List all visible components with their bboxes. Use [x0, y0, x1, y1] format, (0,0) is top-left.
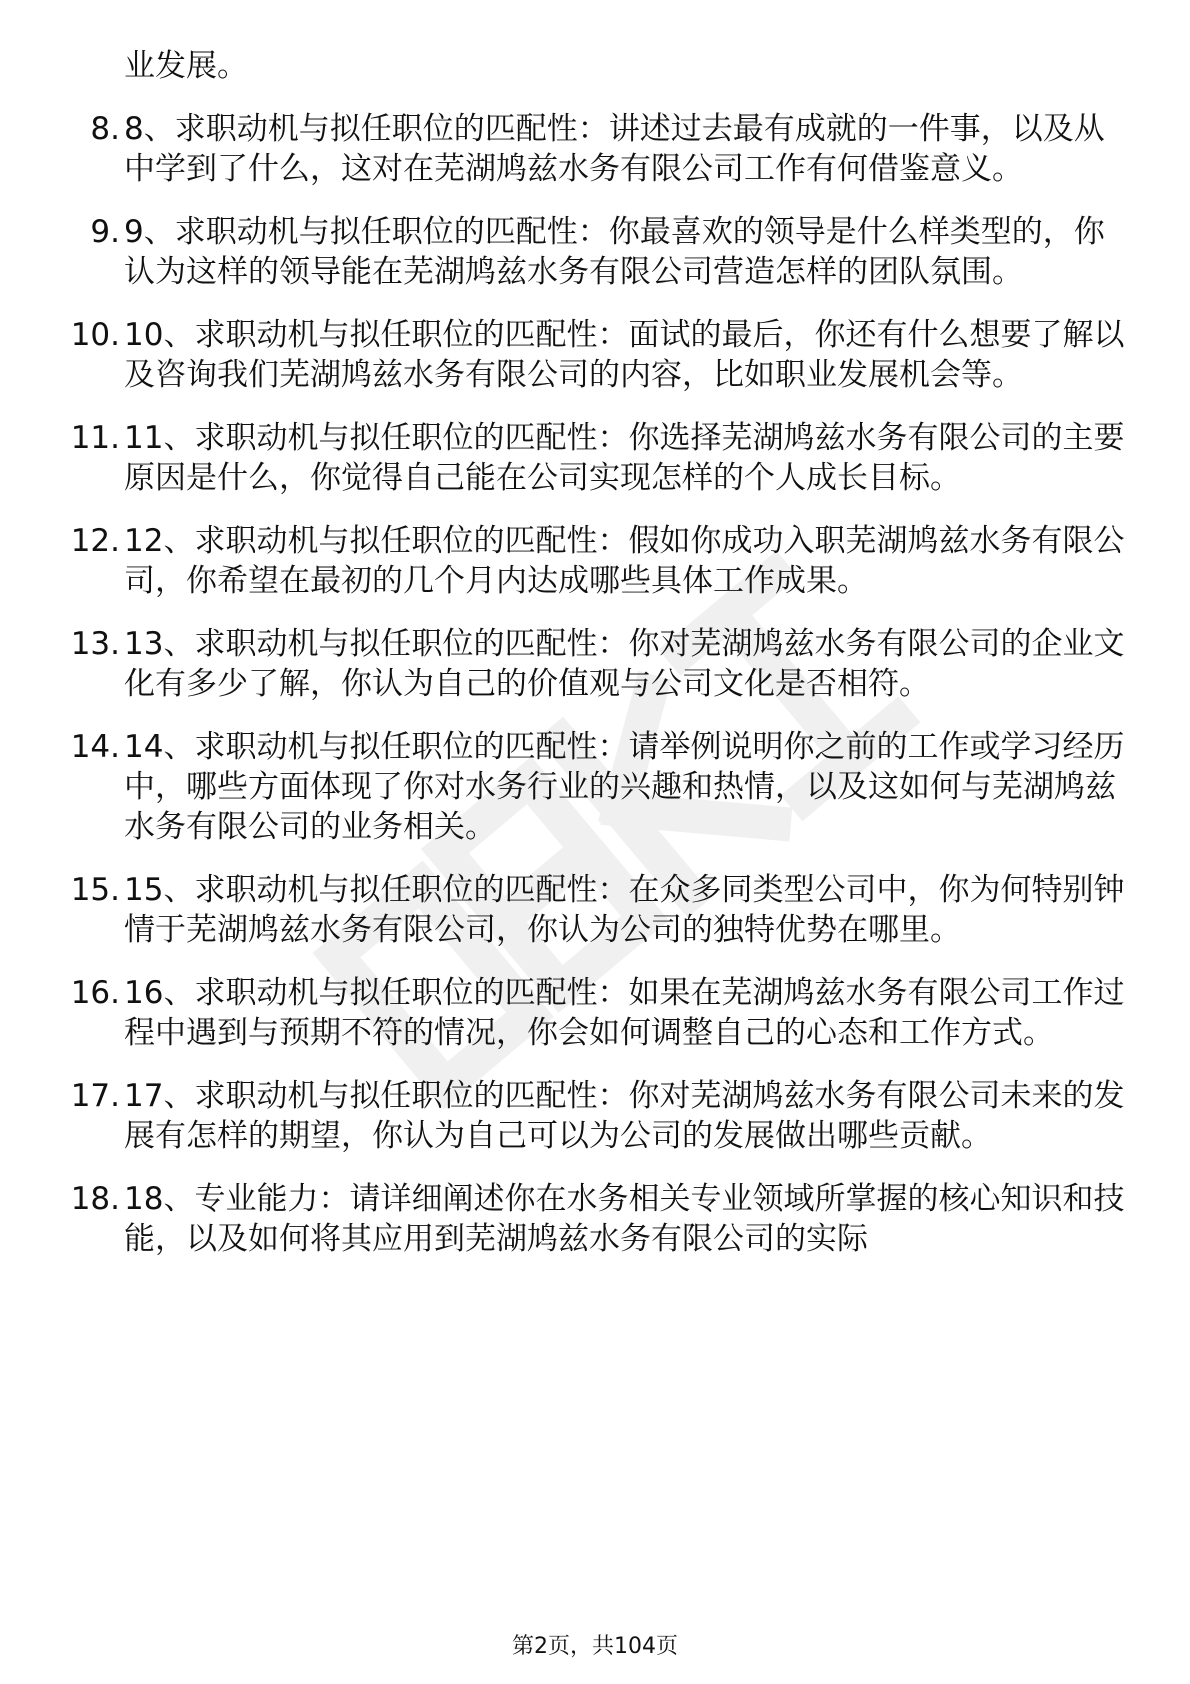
question-text: 10、求职动机与拟任职位的匹配性：面试的最后，你还有什么想要了解以及咨询我们芜湖鸠兹水务有限公司的内容，比如职业发展机会等。 [124, 317, 1125, 393]
question-number: 11. [70, 420, 120, 456]
question-item [62, 1076, 1142, 1156]
question-number: 10. [70, 317, 120, 353]
question-number: 8. [90, 111, 120, 147]
question-text: 8、求职动机与拟任职位的匹配性：讲述过去最有成就的一件事，以及从中学到了什么，这对在芜湖鸠兹水务有限公司工作有何借鉴意义。 [124, 111, 1105, 187]
question-text: 9、求职动机与拟任职位的匹配性：你最喜欢的领导是什么样类型的，你认为这样的领导能在芜湖鸠兹水务有限公司营造怎样的团队氛围。 [124, 214, 1105, 290]
question-number: 13. [70, 626, 120, 662]
question-item [62, 521, 1142, 601]
question-list [62, 109, 1142, 1259]
question-text: 14、求职动机与拟任职位的匹配性：请举例说明你之前的工作或学习经历中，哪些方面体现了你对水务行业的兴趣和热情，以及这如何与芜湖鸠兹水务有限公司的业务相关。 [124, 729, 1125, 845]
question-number: 12. [70, 523, 120, 559]
question-text: 12、求职动机与拟任职位的匹配性：假如你成功入职芜湖鸠兹水务有限公司，你希望在最初的几个月内达成哪些具体工作成果。 [124, 523, 1125, 599]
question-number: 9. [90, 214, 120, 250]
question-text: 11、求职动机与拟任职位的匹配性：你选择芜湖鸠兹水务有限公司的主要原因是什么，你觉得自己能在公司实现怎样的个人成长目标。 [124, 420, 1125, 496]
question-item [62, 1179, 1142, 1259]
question-item [62, 973, 1142, 1053]
question-number: 18. [70, 1181, 120, 1217]
question-item [62, 418, 1142, 498]
question-number: 16. [70, 975, 120, 1011]
question-text: 13、求职动机与拟任职位的匹配性：你对芜湖鸠兹水务有限公司的企业文化有多少了解，你认为自己的价值观与公司文化是否相符。 [124, 626, 1125, 702]
continued-question-text: 业发展。 [124, 48, 248, 84]
question-item [62, 109, 1142, 189]
question-item [62, 315, 1142, 395]
question-item [62, 212, 1142, 292]
question-text: 15、求职动机与拟任职位的匹配性：在众多同类型公司中，你为何特别钟情于芜湖鸠兹水务有限公司，你认为公司的独特优势在哪里。 [124, 872, 1125, 948]
page-content [62, 46, 1142, 1259]
question-text: 17、求职动机与拟任职位的匹配性：你对芜湖鸠兹水务有限公司未来的发展有怎样的期望，你认为自己可以为公司的发展做出哪些贡献。 [124, 1078, 1125, 1154]
page-footer: 第2页，共104页 [512, 1634, 678, 1659]
question-text: 18、专业能力：请详细阐述你在水务相关专业领域所掌握的核心知识和技能，以及如何将其应用到芜湖鸠兹水务有限公司的实际 [124, 1181, 1125, 1257]
question-text: 16、求职动机与拟任职位的匹配性：如果在芜湖鸠兹水务有限公司工作过程中遇到与预期不符的情况，你会如何调整自己的心态和工作方式。 [124, 975, 1125, 1051]
question-number: 17. [70, 1078, 120, 1114]
question-item [62, 727, 1142, 847]
question-item [62, 624, 1142, 704]
question-number: 15. [70, 872, 120, 908]
question-number: 14. [70, 729, 120, 765]
question-item [62, 870, 1142, 950]
